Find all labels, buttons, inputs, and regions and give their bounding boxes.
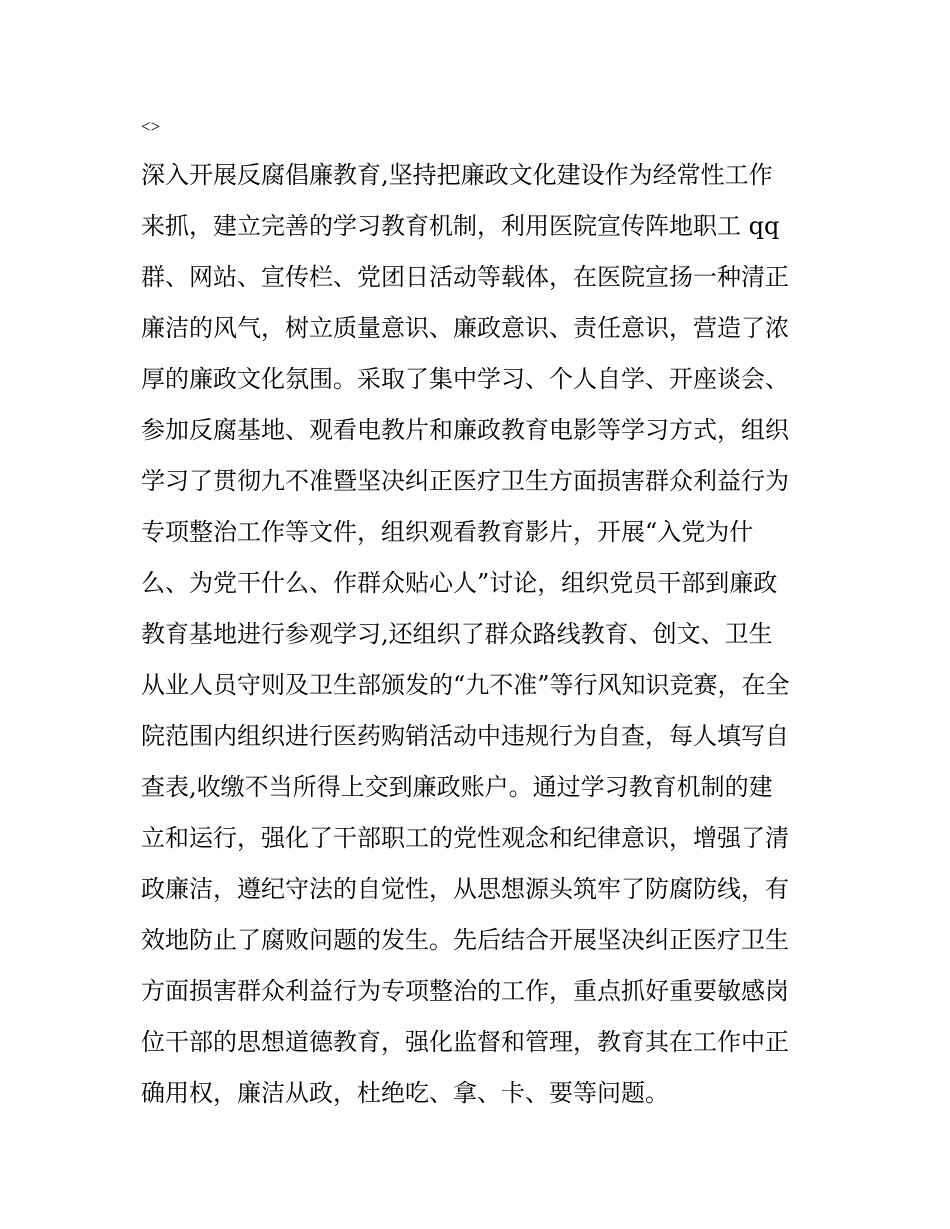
text-line: 么、为党干什么、作群众贴心人”讨论，组织党员干部到廉政	[141, 569, 778, 597]
text-line: 政廉洁，遵纪守法的自觉性，从思想源头筑牢了防腐防线，有	[141, 875, 789, 903]
text-line: 深入开展反腐倡廉教育,坚持把廉政文化建设作为经常性工作	[141, 161, 773, 189]
text-line: 学习了贯彻九不准暨坚决纠正医疗卫生方面损害群众利益行为	[141, 467, 789, 495]
text-line: 方面损害群众利益行为专项整治的工作，重点抓好重要敏感岗	[141, 977, 789, 1005]
text-line: 确用权，廉洁从政，杜绝吃、拿、卡、要等问题。	[141, 1079, 669, 1107]
text-line: 立和运行，强化了干部职工的党性观念和纪律意识，增强了清	[141, 824, 789, 852]
text-line: 来抓，建立完善的学习教育机制，利用医院宣传阵地职工 qq	[141, 212, 780, 240]
text-line: 院范围内组织进行医药购销活动中违规行为自查，每人填写自	[141, 722, 789, 750]
text-line: 厚的廉政文化氛围。采取了集中学习、个人自学、开座谈会、	[141, 365, 789, 393]
text-line: 位干部的思想道德教育，强化监督和管理，教育其在工作中正	[141, 1028, 789, 1056]
text-line: 查表,收缴不当所得上交到廉政账户。通过学习教育机制的建	[141, 773, 773, 801]
text-line: 专项整治工作等文件，组织观看教育影片，开展“入党为什	[141, 518, 754, 546]
text-line: 效地防止了腐败问题的发生。先后结合开展坚决纠正医疗卫生	[141, 926, 789, 954]
text-line: 参加反腐基地、观看电教片和廉政教育电影等学习方式，组织	[141, 416, 789, 444]
text-line: 群、网站、宣传栏、党团日活动等载体，在医院宣扬一种清正	[141, 263, 789, 291]
page-marker: <>	[141, 117, 161, 136]
body-paragraph	[141, 150, 821, 1119]
text-line: 教育基地进行参观学习,还组织了群众路线教育、创文、卫生	[141, 620, 773, 648]
text-line: 从业人员守则及卫生部颁发的“九不准”等行风知识竞赛，在全	[141, 671, 790, 699]
text-line: 廉洁的风气，树立质量意识、廉政意识、责任意识，营造了浓	[141, 314, 789, 342]
